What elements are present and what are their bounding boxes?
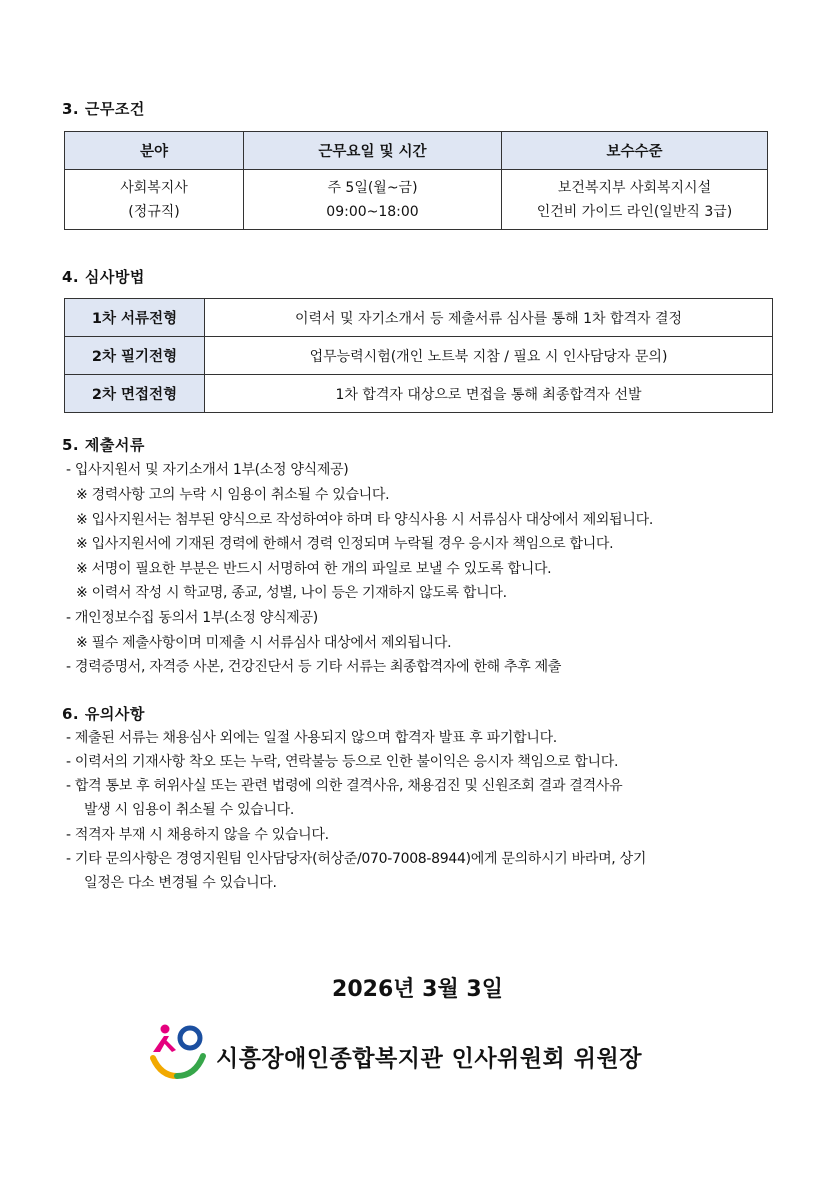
review-stage: 1차 서류전형 [65,299,205,337]
list-item: ※ 서명이 필요한 부분은 반드시 서명하여 한 개의 파일로 보낼 수 있도록 합니다. [76,561,552,577]
pay-line-1: 보건복지부 사회복지시설 [557,179,712,196]
list-item: - 경력증명서, 자격증 사본, 건강진단서 등 기타 서류는 최종합격자에 한해 추후 제출 [66,659,562,675]
signature-line: 시흥장애인종합복지관 인사위원회 위원장 [216,1046,642,1072]
review-desc: 이력서 및 자기소개서 등 제출서류 심사를 통해 1차 합격자 결정 [205,299,773,337]
list-item: ※ 경력사항 고의 누락 시 임용이 취소될 수 있습니다. [76,487,390,503]
section-heading-review: 4. 심사방법 [62,268,145,286]
list-item: ※ 필수 제출사항이며 미제출 시 서류심사 대상에서 제외됩니다. [76,635,452,651]
list-item: 발생 시 임용이 취소될 수 있습니다. [84,802,295,818]
list-item: - 기타 문의사항은 경영지원팀 인사담당자(허상준/070-7008-8944)에게 문의하시기 바라며, 상기 [66,851,647,867]
list-item: ※ 이력서 작성 시 학교명, 종교, 성별, 나이 등은 기재하지 않도록 합니다. [76,585,507,601]
cell-time [244,170,502,230]
table-header-row [65,132,768,170]
table-row [65,375,773,413]
time-line-2: 09:00~18:00 [326,203,419,220]
section-heading-notes: 6. 유의사항 [62,705,145,723]
list-item: - 입사지원서 및 자기소개서 1부(소정 양식제공) [66,462,349,478]
field-line-1: 사회복지사 [120,179,188,196]
section-heading-conditions: 3. 근무조건 [62,100,145,118]
table-row [65,337,773,375]
list-item: ※ 입사지원서에 기재된 경력에 한해서 경력 인정되며 누락될 경우 응시자 책임으로 합니다. [76,536,614,552]
cell-field [65,170,244,230]
cell-pay [502,170,768,230]
review-desc: 업무능력시험(개인 노트북 지참 / 필요 시 인사담당자 문의) [205,337,773,375]
smiley-logo-icon [147,1020,207,1080]
list-item: - 제출된 서류는 채용심사 외에는 일절 사용되지 않으며 합격자 발표 후 파기합니다. [66,730,557,746]
list-item: - 적격자 부재 시 채용하지 않을 수 있습니다. [66,827,329,843]
list-item: - 개인정보수집 동의서 1부(소정 양식제공) [66,610,318,626]
list-item: - 이력서의 기재사항 착오 또는 누락, 연락불능 등으로 인한 불이익은 응시자 책임으로 합니다. [66,754,619,770]
pay-line-2: 인건비 가이드 라인(일반직 3급) [536,203,733,220]
table-row [65,299,773,337]
review-table [64,298,773,413]
list-item: 일정은 다소 변경될 수 있습니다. [84,875,277,891]
section-heading-documents: 5. 제출서류 [62,436,145,454]
review-desc: 1차 합격자 대상으로 면접을 통해 최종합격자 선발 [205,375,773,413]
document-date: 2026년 3월 3일 [332,977,503,1002]
review-stage: 2차 필기전형 [65,337,205,375]
review-stage: 2차 면접전형 [65,375,205,413]
list-item: - 합격 통보 후 허위사실 또는 관련 법령에 의한 결격사유, 채용검진 및 신원조회 결과 결격사유 [66,778,623,794]
field-line-2: (정규직) [128,203,180,220]
conditions-table [64,131,768,230]
list-item: ※ 입사지원서는 첨부된 양식으로 작성하여야 하며 타 양식사용 시 서류심사 대상에서 제외됩니다. [76,512,653,528]
table-row [65,170,768,230]
header-field: 분야 [65,132,244,170]
time-line-1: 주 5일(월~금) [327,179,418,196]
header-time: 근무요일 및 시간 [244,132,502,170]
header-pay: 보수수준 [502,132,768,170]
